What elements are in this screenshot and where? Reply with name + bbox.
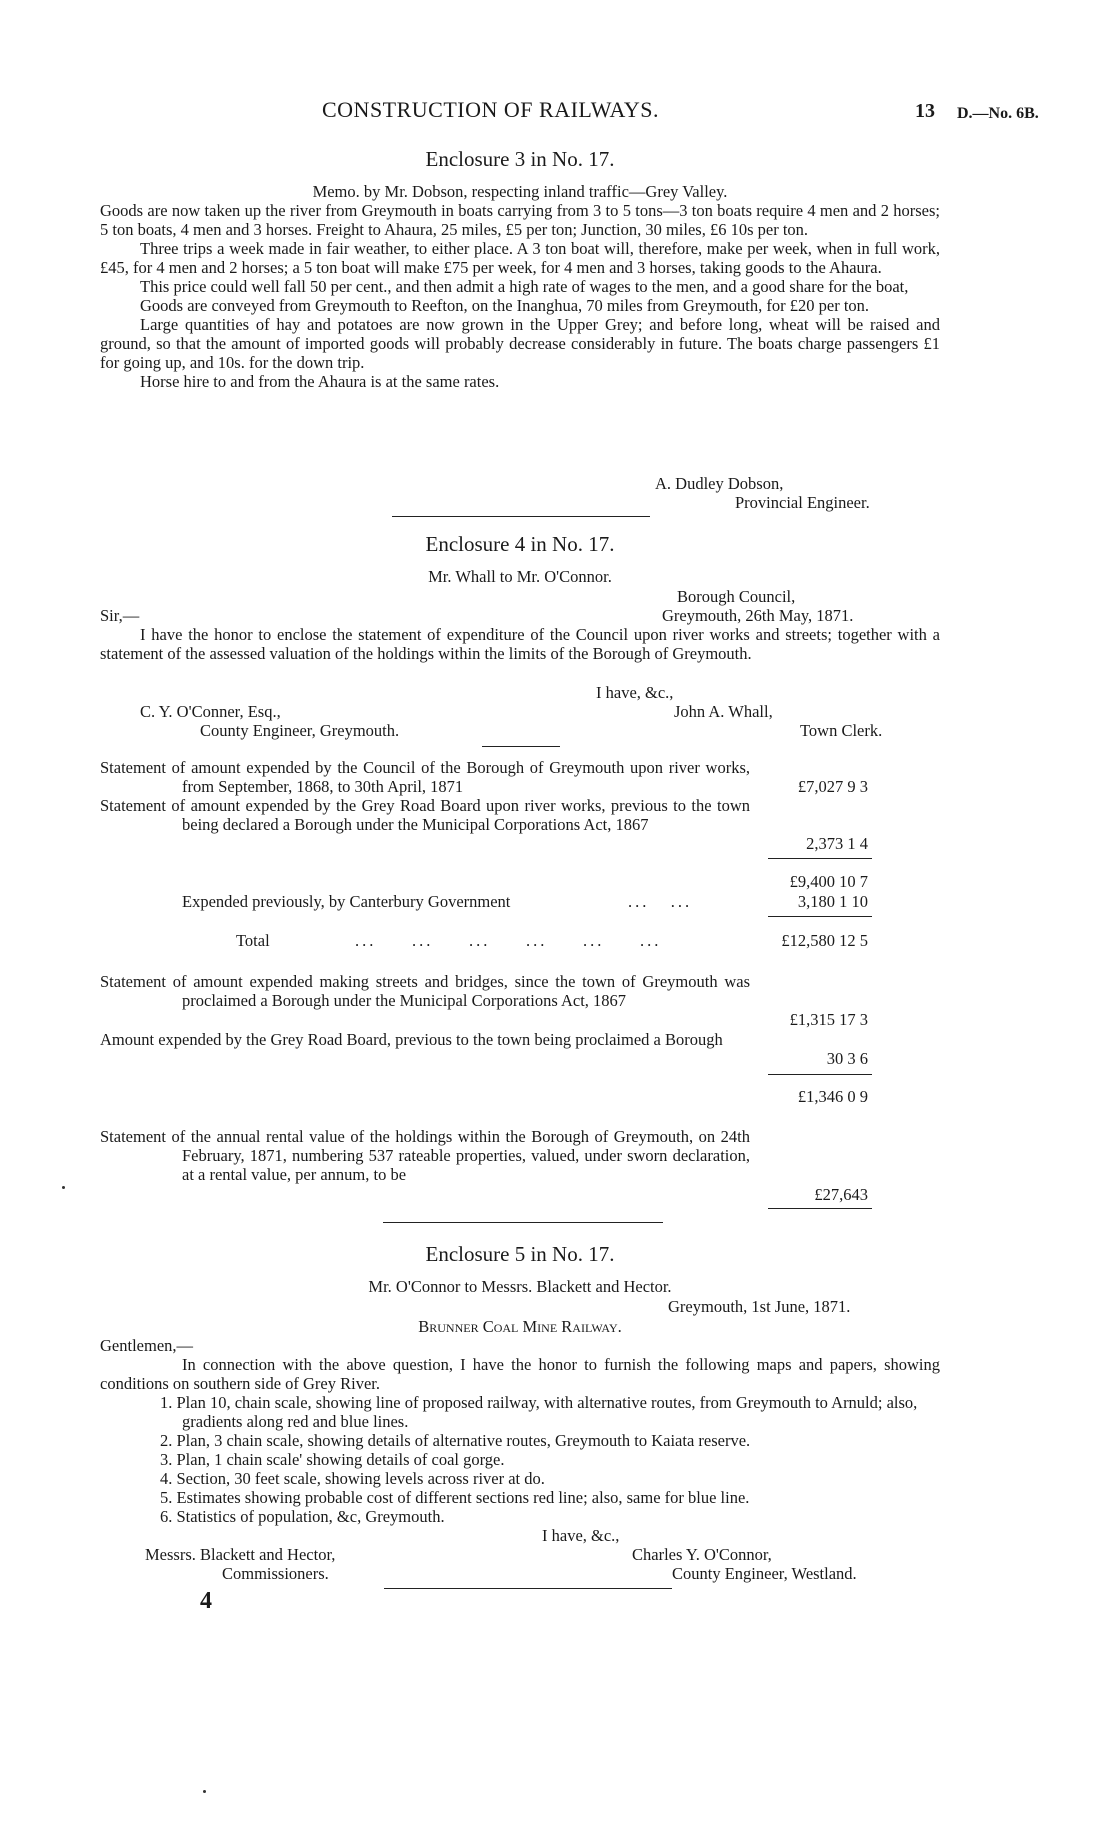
sum-rule — [768, 916, 872, 917]
enclosure-3-signer: A. Dudley Dobson, — [655, 474, 784, 493]
enclosure-4-recipient-title: County Engineer, Greymouth. — [200, 721, 400, 740]
amount-value: 2,373 1 4 — [806, 834, 868, 853]
enclosure-5-recipient-title: Commissioners. — [222, 1564, 329, 1583]
amount-total: £12,580 12 5 — [781, 931, 868, 950]
list-item: 1. Plan 10, chain scale, showing line of proposed railway, with alternative routes, from Greymouth to Arnuld; also, gradients along red and blue lines. — [160, 1393, 918, 1431]
divider — [392, 516, 650, 517]
statement-canterbury: Expended previously, by Canterbury Government — [182, 892, 511, 911]
enclosure-3-paragraph: Horse hire to and from the Ahaura is at the same rates. — [140, 372, 500, 391]
total-label: Total — [236, 931, 270, 950]
amount-value: £27,643 — [814, 1185, 868, 1204]
signature-mark: 4 — [200, 1588, 212, 1614]
enclosure-3-paragraph: Goods are now taken up the river from Greymouth in boats carrying from 3 to 5 tons—3 ton boats require 4 men and 2 horses; 5 ton boats, 4 men and 3 horses. Freight to Ahaura, 25 miles, £5 per ton; Junction, 30 miles, £6 10s per ton. — [100, 201, 940, 239]
enclosure-5-recipient: Messrs. Blackett and Hector, — [145, 1545, 336, 1564]
stray-mark — [62, 1186, 65, 1189]
enclosure-3-paragraph: This price could well fall 50 per cent., and then admit a high rate of wages to the men, and a good share for the boat, — [140, 277, 909, 296]
leader-dots: ... ... — [628, 892, 693, 911]
amount-value: £7,027 9 3 — [797, 777, 868, 796]
amount-value: 30 3 6 — [826, 1049, 868, 1068]
stray-mark — [203, 1790, 206, 1793]
enclosure-5-body: In connection with the above question, I have the honor to furnish the following maps and papers, showing conditions on southern side of Grey River. — [100, 1355, 940, 1393]
list-item: 5. Estimates showing probable cost of different sections red line; also, same for blue line. — [160, 1488, 750, 1507]
enclosure-4-salutation: Sir,— — [100, 606, 140, 625]
enclosure-5-closing: I have, &c., — [542, 1526, 620, 1545]
amount-subtotal: £9,400 10 7 — [789, 872, 868, 891]
enclosure-3-title: Enclosure 3 in No. 17. — [425, 147, 615, 171]
statement-river-works-council: Statement of amount expended by the Council of the Borough of Greymouth upon river works, from September, 1868, to 30th April, 1871 — [100, 758, 750, 796]
document-reference: D.—No. 6B. — [957, 105, 1039, 122]
amount-value: £1,315 17 3 — [789, 1010, 868, 1029]
enclosure-4-date: Greymouth, 26th May, 1871. — [662, 606, 854, 625]
enclosure-4-closing: I have, &c., — [596, 683, 674, 702]
enclosure-3-paragraph: Large quantities of hay and potatoes are now grown in the Upper Grey; and before long, wheat will be raised and ground, so that the amount of imported goods will probably decrease considerably in future. The boats charge passengers £1 for going up, and 10s. for the down trip. — [100, 315, 940, 372]
enclosure-4-recipient: C. Y. O'Conner, Esq., — [140, 702, 281, 721]
page-number: 13 — [915, 100, 935, 122]
enclosure-4-title: Enclosure 4 in No. 17. — [425, 532, 615, 556]
divider — [384, 1588, 672, 1589]
enclosure-3-body — [100, 201, 940, 391]
sum-rule — [768, 858, 872, 859]
enclosure-3-paragraph: Three trips a week made in fair weather, to either place. A 3 ton boat will, therefore, make per week, when in full work, £45, for 4 men and 2 horses; a 5 ton boat will make £75 per week, for 4 men and 3 horses, taking goods to the Ahaura. — [100, 239, 940, 277]
list-item: 2. Plan, 3 chain scale, showing details of alternative routes, Greymouth to Kaiata reserve. — [160, 1431, 751, 1450]
enclosure-5-salutation: Gentlemen,— — [100, 1336, 194, 1355]
enclosure-3-signer-title: Provincial Engineer. — [735, 493, 870, 512]
enclosure-4-address: Borough Council, — [677, 587, 796, 606]
enclosure-5-signer: Charles Y. O'Connor, — [632, 1545, 772, 1564]
list-item: 6. Statistics of population, &c, Greymouth. — [160, 1507, 445, 1526]
divider — [383, 1222, 663, 1223]
enclosure-5-signer-title: County Engineer, Westland. — [672, 1564, 857, 1583]
sum-rule — [768, 1074, 872, 1075]
enclosure-5-title: Enclosure 5 in No. 17. — [425, 1242, 615, 1266]
list-item: 4. Section, 30 feet scale, showing levels across river at do. — [160, 1469, 545, 1488]
statement-rental-value: Statement of the annual rental value of the holdings within the Borough of Greymouth, on 24th February, 1871, numbering 537 rateable properties, valued, under sworn declaration, at a rental value, per annum, to be — [100, 1127, 750, 1184]
enclosure-5-list — [100, 1393, 940, 1526]
enclosure-4-signer: John A. Whall, — [674, 702, 773, 721]
divider — [482, 746, 560, 747]
page-title: CONSTRUCTION OF RAILWAYS. — [322, 97, 660, 122]
statement-river-works-road-board: Statement of amount expended by the Grey Road Board upon river works, previous to the town being declared a Borough under the Municipal Corporations Act, 1867 — [100, 796, 750, 834]
list-item: 3. Plan, 1 chain scale' showing details of coal gorge. — [160, 1450, 505, 1469]
amount-value: 3,180 1 10 — [797, 892, 868, 911]
enclosure-5-from-to: Mr. O'Connor to Messrs. Blackett and Hector. — [368, 1277, 672, 1296]
statement-streets-bridges: Statement of amount expended making streets and bridges, since the town of Greymouth was proclaimed a Borough under the Municipal Corporations Act, 1867 — [100, 972, 750, 1010]
enclosure-5-subject: Brunner Coal Mine Railway. — [418, 1317, 622, 1336]
enclosure-4-signer-title: Town Clerk. — [800, 721, 883, 740]
enclosure-3-paragraph: Goods are conveyed from Greymouth to Reefton, on the Inanghua, 70 miles from Greymouth, for £20 per ton. — [140, 296, 870, 315]
statement-road-board-streets: Amount expended by the Grey Road Board, previous to the town being proclaimed a Borough — [100, 1030, 723, 1049]
enclosure-3-memo: Memo. by Mr. Dobson, respecting inland traffic—Grey Valley. — [312, 182, 728, 201]
enclosure-4-body: I have the honor to enclose the statement of expenditure of the Council upon river works and streets; together with a statement of the assessed valuation of the holdings within the limits of the Borough of Greymouth. — [100, 625, 940, 663]
leader-dots: ... ... ... ... ... ... — [355, 931, 662, 950]
enclosure-5-date: Greymouth, 1st June, 1871. — [668, 1297, 851, 1316]
enclosure-4-from-to: Mr. Whall to Mr. O'Connor. — [428, 567, 612, 586]
amount-total: £1,346 0 9 — [797, 1087, 868, 1106]
sum-rule — [768, 1208, 872, 1209]
